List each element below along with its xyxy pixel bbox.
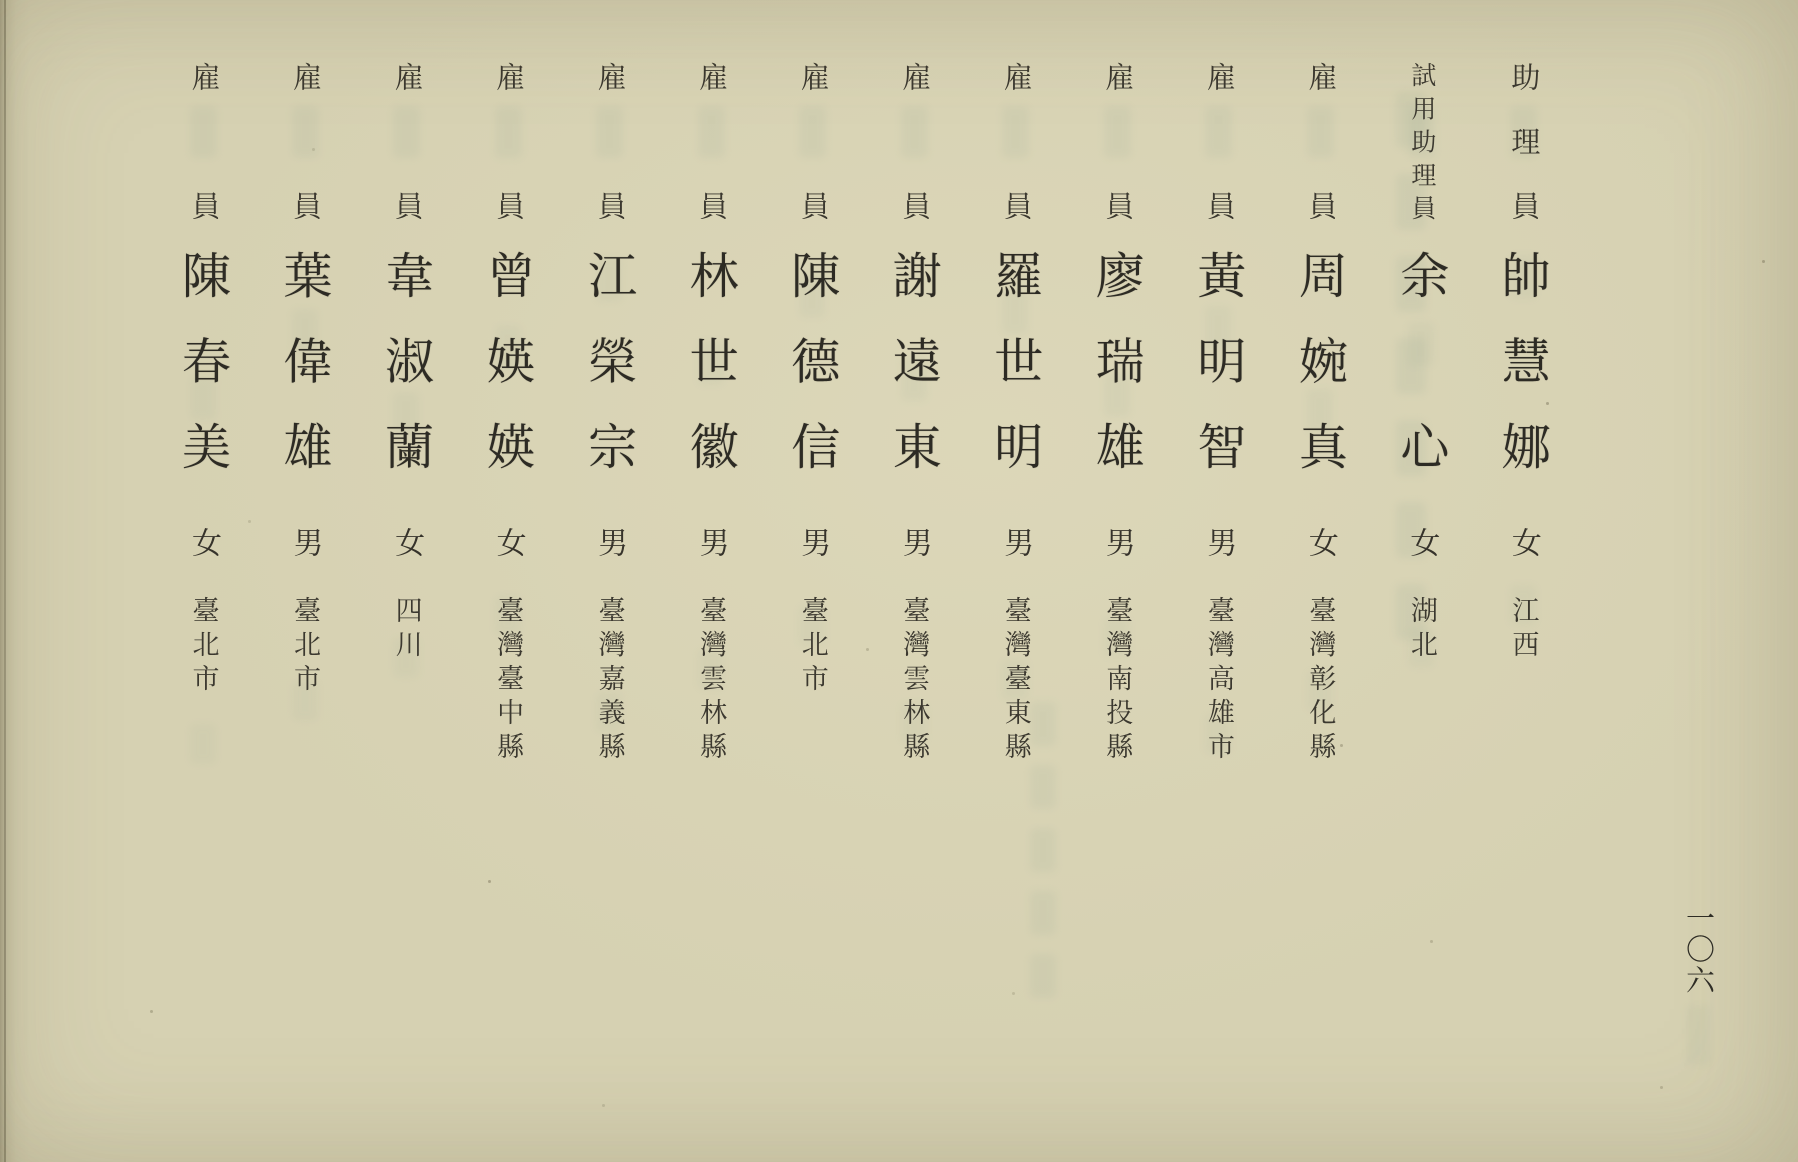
entry-name: 廖瑞雄 [1089, 250, 1145, 470]
entry-name: 葉偉雄 [277, 250, 333, 470]
entry-gender: 女 [1405, 527, 1439, 557]
entry-title: 雇員 [695, 62, 728, 220]
entry-title: 雇員 [898, 62, 931, 220]
roster-column [1288, 0, 1352, 1162]
roster-column [374, 0, 438, 1162]
entry-title: 雇員 [492, 62, 525, 220]
entry-gender: 女 [390, 527, 424, 557]
entry-birthplace: 四川 [391, 596, 422, 664]
entry-birthplace: 湖北 [1406, 596, 1437, 664]
entry-birthplace: 臺灣雲林縣 [696, 596, 727, 766]
entry-title: 試用助理員 [1407, 62, 1435, 220]
entry-title: 雇員 [390, 62, 423, 220]
entry-gender: 男 [593, 527, 627, 557]
entry-name: 羅世明 [987, 250, 1043, 470]
entry-name: 謝遠東 [886, 250, 942, 470]
entry-gender: 男 [1202, 527, 1236, 557]
roster-column [983, 0, 1047, 1162]
entry-title: 雇員 [187, 62, 220, 220]
entry-birthplace: 臺北市 [290, 596, 321, 698]
roster-column [1491, 0, 1555, 1162]
entry-title: 雇員 [1101, 62, 1134, 220]
entry-title: 雇員 [1202, 62, 1235, 220]
entry-gender: 男 [897, 527, 931, 557]
entry-name: 陳德信 [784, 250, 840, 470]
page-left-edge [4, 0, 6, 1162]
entry-name: 陳春美 [175, 250, 231, 470]
entry-gender: 女 [1303, 527, 1337, 557]
page-number: 一〇六 [1682, 903, 1714, 996]
entry-gender: 男 [1100, 527, 1134, 557]
entry-birthplace: 江西 [1508, 596, 1539, 664]
roster-column [273, 0, 337, 1162]
entry-gender: 女 [1506, 527, 1540, 557]
entry-title: 雇員 [1304, 62, 1337, 220]
roster-column [1186, 0, 1250, 1162]
entry-gender: 男 [694, 527, 728, 557]
entry-name: 黃明智 [1190, 250, 1246, 470]
entry-gender: 女 [187, 527, 220, 557]
roster-column [476, 0, 540, 1162]
entry-name: 余心 [1393, 250, 1449, 470]
entry-gender: 男 [288, 527, 322, 557]
entry-name: 韋淑蘭 [378, 250, 434, 470]
entry-birthplace: 臺北市 [188, 596, 219, 698]
entry-birthplace: 臺灣彰化縣 [1305, 596, 1336, 766]
entry-gender: 女 [491, 527, 525, 557]
entry-birthplace: 臺灣臺中縣 [493, 596, 524, 766]
entry-title: 雇員 [289, 62, 322, 220]
entry-title: 雇員 [796, 62, 829, 220]
entry-title: 助理員 [1507, 62, 1540, 220]
entry-name: 江榮宗 [581, 250, 637, 470]
roster-columns [171, 0, 1555, 1162]
entry-title: 雇員 [999, 62, 1032, 220]
entry-gender: 男 [796, 527, 830, 557]
roster-column [1389, 0, 1453, 1162]
entry-name: 林世徽 [683, 250, 739, 470]
roster-column [679, 0, 743, 1162]
entry-birthplace: 臺灣南投縣 [1102, 596, 1133, 766]
entry-name: 帥慧娜 [1495, 250, 1551, 470]
roster-column [780, 0, 844, 1162]
entry-birthplace: 臺北市 [797, 596, 828, 698]
entry-gender: 男 [999, 527, 1033, 557]
entry-birthplace: 臺灣高雄市 [1203, 596, 1234, 766]
entry-birthplace: 臺灣嘉義縣 [594, 596, 625, 766]
entry-birthplace: 臺灣臺東縣 [1000, 596, 1031, 766]
entry-birthplace: 臺灣雲林縣 [899, 596, 930, 766]
roster-column [882, 0, 946, 1162]
roster-column [171, 0, 235, 1162]
entry-name: 曾媖媖 [480, 250, 536, 470]
entry-title: 雇員 [593, 62, 626, 220]
roster-column [1085, 0, 1149, 1162]
roster-column [577, 0, 641, 1162]
entry-name: 周婉真 [1292, 250, 1348, 470]
